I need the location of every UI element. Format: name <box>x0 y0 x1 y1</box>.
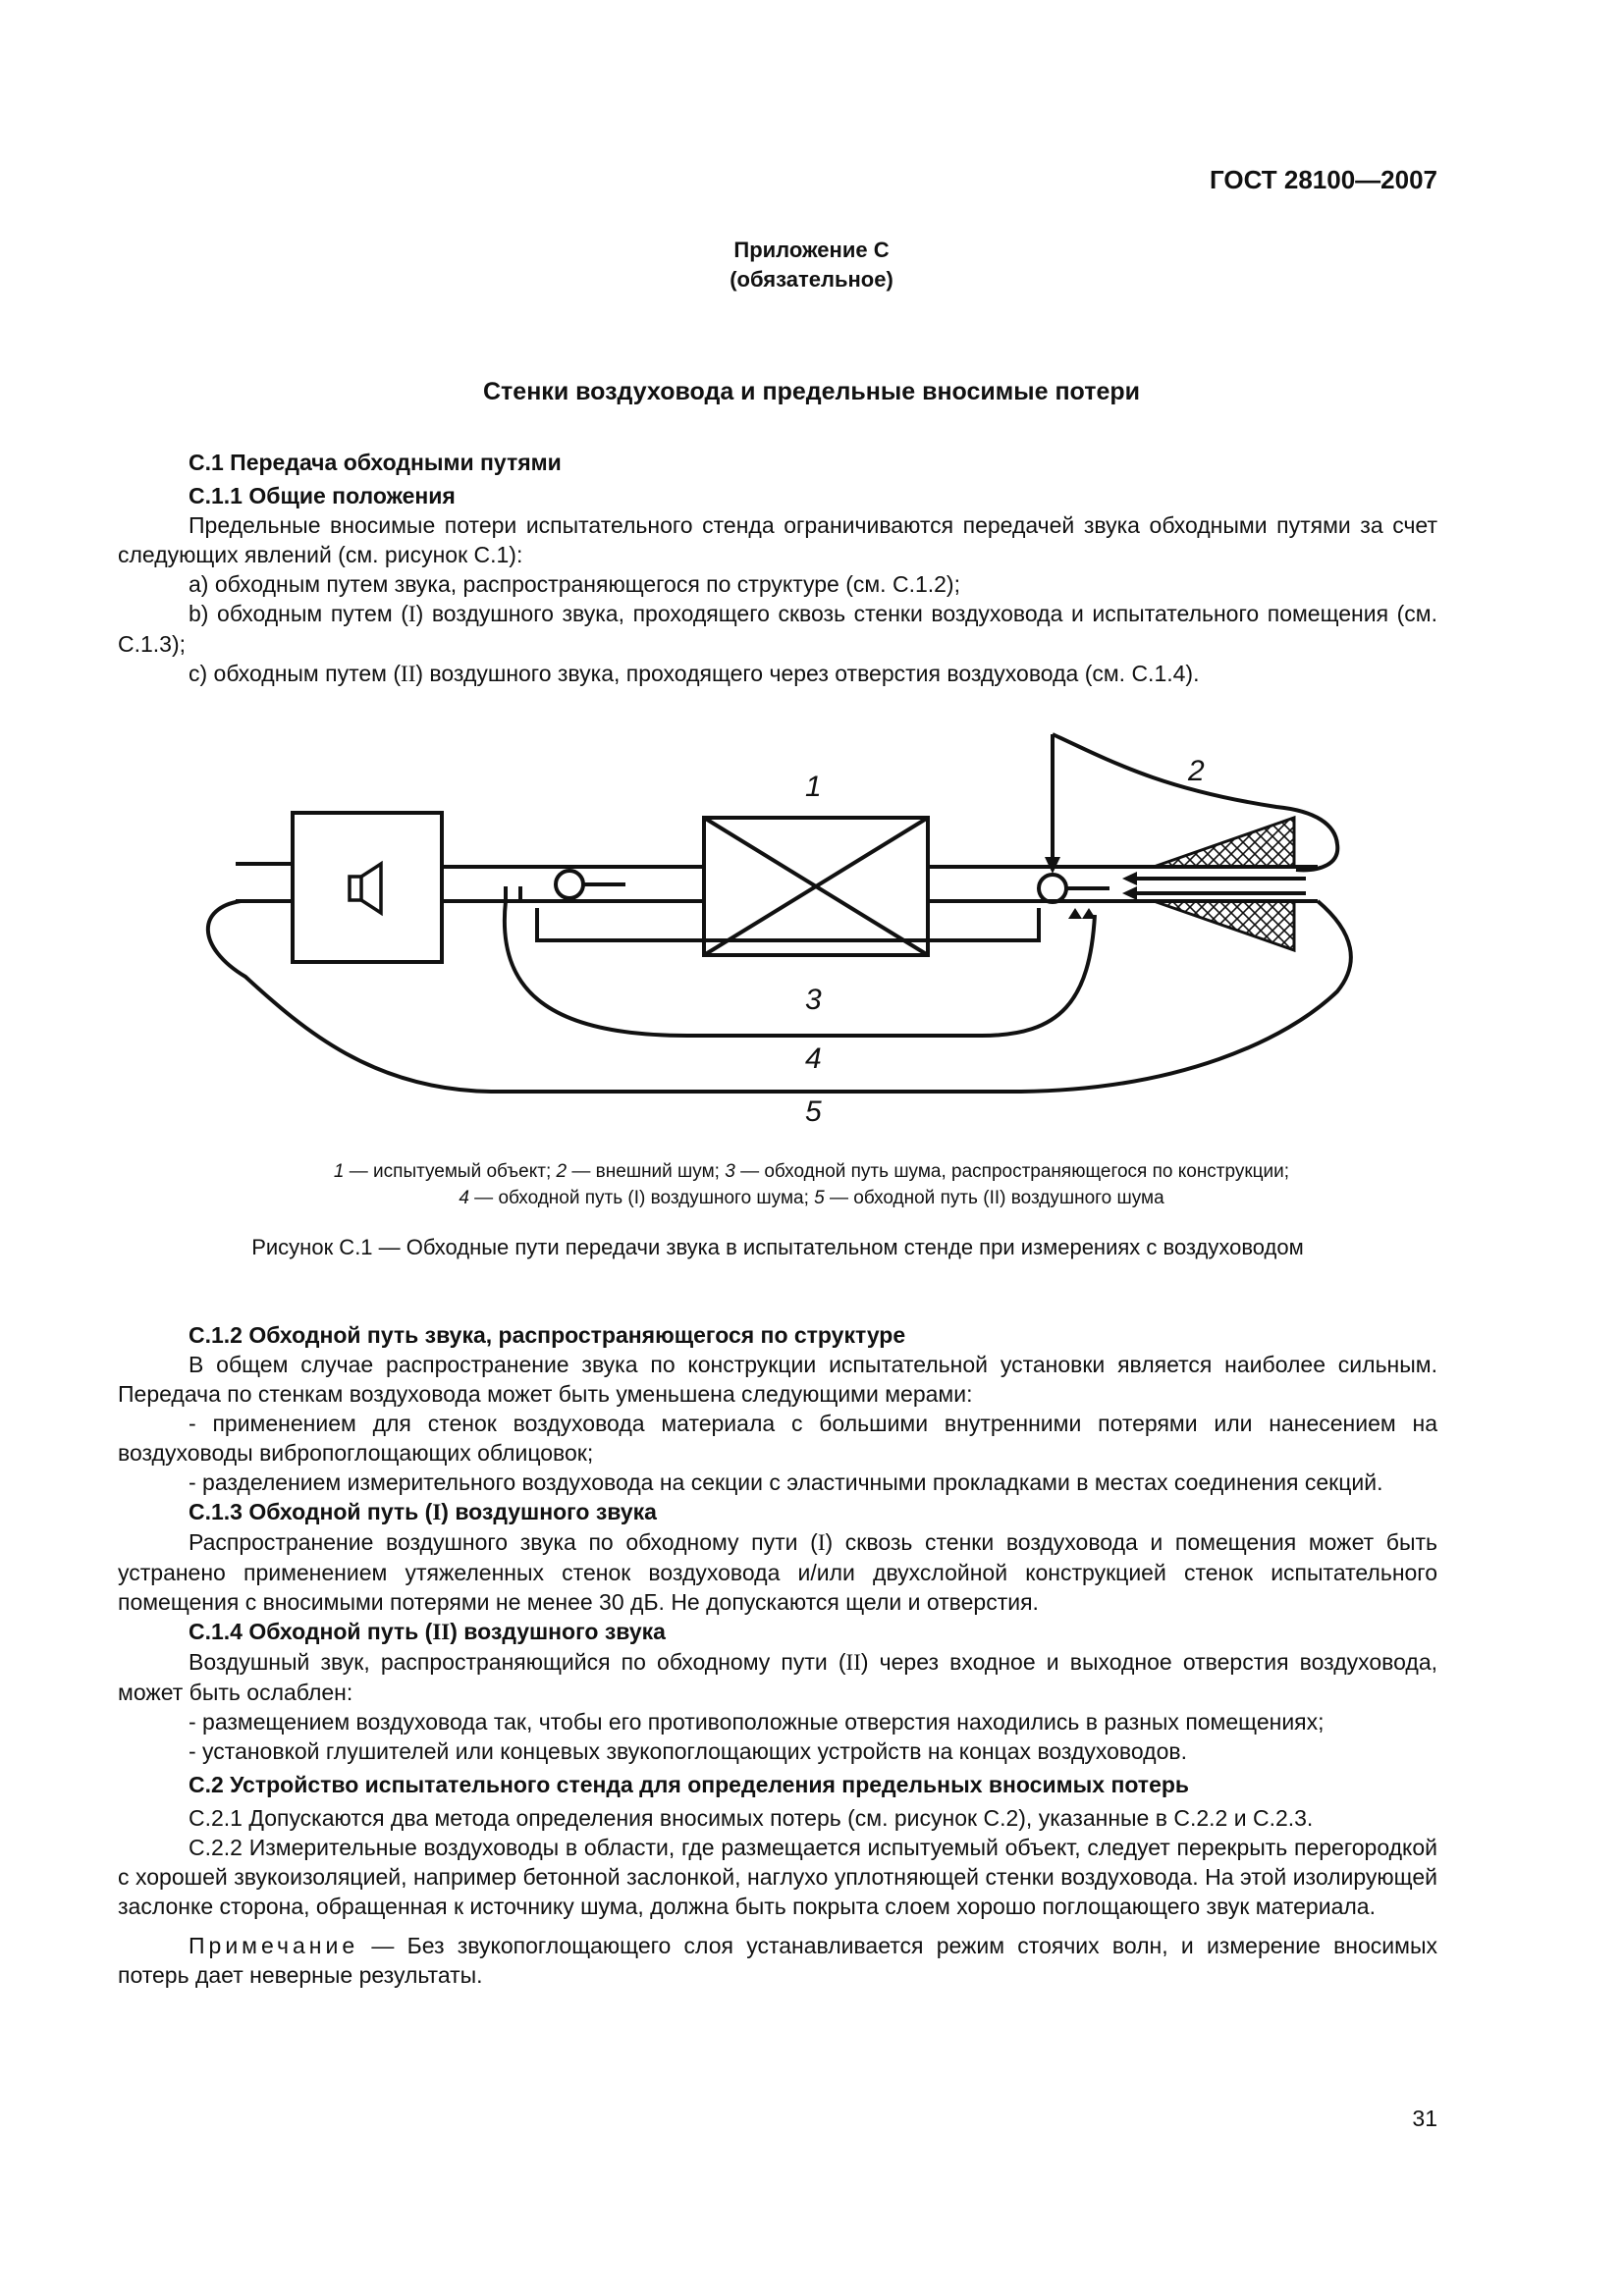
section-heading: С.1.4 Обходной путь (II) воздушного звука <box>189 1619 666 1644</box>
page-title: Стенки воздуховода и предельные вносимые потери <box>483 378 1140 405</box>
section-heading: С.1.2 Обходной путь звука, распространяющегося по структуре <box>189 1322 906 1348</box>
paragraph: Распространение воздушного звука по обходному пути (I) сквозь стенки воздуховода и помещения может быть устранено применением утяжеленных стенок воздуховода и/или двухслойной конструкцией стенок испытательного помещения с вносимыми потерями не менее 30 дБ. Не допускаются щели и отверстия. <box>118 1529 1437 1615</box>
list-item: - установкой глушителей или концевых звукопоглощающих устройств на концах воздуховодов. <box>189 1738 1187 1764</box>
list-item: - разделением измерительного воздуховода на секции с эластичными прокладками в местах соединения секций. <box>189 1469 1383 1495</box>
list-item: а) обходным путем звука, распространяющегося по структуре (см. С.1.2); <box>189 571 960 597</box>
bypass-diagram <box>187 721 1394 1134</box>
paragraph: Предельные вносимые потери испытательного стенда ограничиваются передачей звука обходными путями за счет следующих явлений (см. рисунок С.1): <box>118 512 1437 567</box>
note: Примечание — Без звукопоглощающего слоя устанавливается режим стоячих волн, и измерение вносимых потерь дает неверные результаты. <box>118 1933 1437 1988</box>
paragraph: В общем случае распространение звука по конструкции испытательной установки является наиболее сильным. Передача по стенкам воздуховода может быть уменьшена следующими мерами: <box>118 1352 1437 1407</box>
section-heading: С.2 Устройство испытательного стенда для определения предельных вносимых потерь <box>189 1772 1190 1797</box>
note-label: Примечание <box>189 1933 359 1958</box>
annex-heading <box>0 236 1623 294</box>
list-item: c) обходным путем (II) воздушного звука, проходящего через отверстия воздуховода (см. С.1.4). <box>189 661 1200 686</box>
paragraph: Воздушный звук, распространяющийся по обходному пути (II) через входное и выходное отверстия воздуховода, может быть ослаблен: <box>118 1649 1438 1705</box>
figure-caption: Рисунок С.1 — Обходные пути передачи звука в испытательном стенде при измерениях с воздуховодом <box>251 1235 1304 1259</box>
label-1: 1 <box>805 771 822 803</box>
annex-status: (обязательное) <box>730 267 893 292</box>
label-2: 2 <box>1188 755 1205 787</box>
section-c1 <box>118 448 1437 689</box>
section-heading: С.1 Передача обходными путями <box>189 450 562 475</box>
legend-line: 1 — испытуемый объект; 2 — внешний шум; 3 — обходной путь шума, распространяющегося по конструкции; <box>333 1161 1290 1182</box>
legend-line: 4 — обходной путь (I) воздушного шума; 5 — обходной путь (II) воздушного шума <box>459 1188 1164 1208</box>
paragraph: С.2.1 Допускаются два метода определения вносимых потерь (см. рисунок С.2), указанные в С.2.2 и С.2.3. <box>189 1805 1314 1831</box>
label-5: 5 <box>805 1095 822 1128</box>
list-item: - размещением воздуховода так, чтобы его противоположные отверстия находились в разных помещениях; <box>189 1709 1325 1735</box>
section-c12-c2 <box>118 1320 1437 1990</box>
section-heading: С.1.1 Общие положения <box>189 483 456 508</box>
label-4: 4 <box>805 1042 822 1075</box>
figure-legend <box>0 1158 1623 1211</box>
paragraph: С.2.2 Измерительные воздуховоды в области, где размещается испытуемый объект, следует перекрыть перегородкой с хорошей звукоизоляцией, например бетонной заслонкой, наглухо уплотняющей стенки воздуховода. На этой изолирующей заслонке сторона, обращенная к источнику шума, должна быть покрыта слоем хорошо поглощающего звук материала. <box>118 1835 1437 1919</box>
section-heading: С.1.3 Обходной путь (I) воздушного звука <box>189 1499 657 1524</box>
list-item: b) обходным путем (I) воздушного звука, проходящего сквозь стенки воздуховода и испытательного помещения (см. С.1.3); <box>118 601 1437 657</box>
page-number: 31 <box>1412 2106 1437 2131</box>
annex-title: Приложение С <box>733 238 890 262</box>
standard-number: ГОСТ 28100—2007 <box>1210 165 1437 194</box>
list-item: - применением для стенок воздуховода материала с большими внутренними потерями или нанесением на воздуховоды вибропоглощающих облицовок; <box>118 1411 1437 1466</box>
label-3: 3 <box>805 984 822 1016</box>
